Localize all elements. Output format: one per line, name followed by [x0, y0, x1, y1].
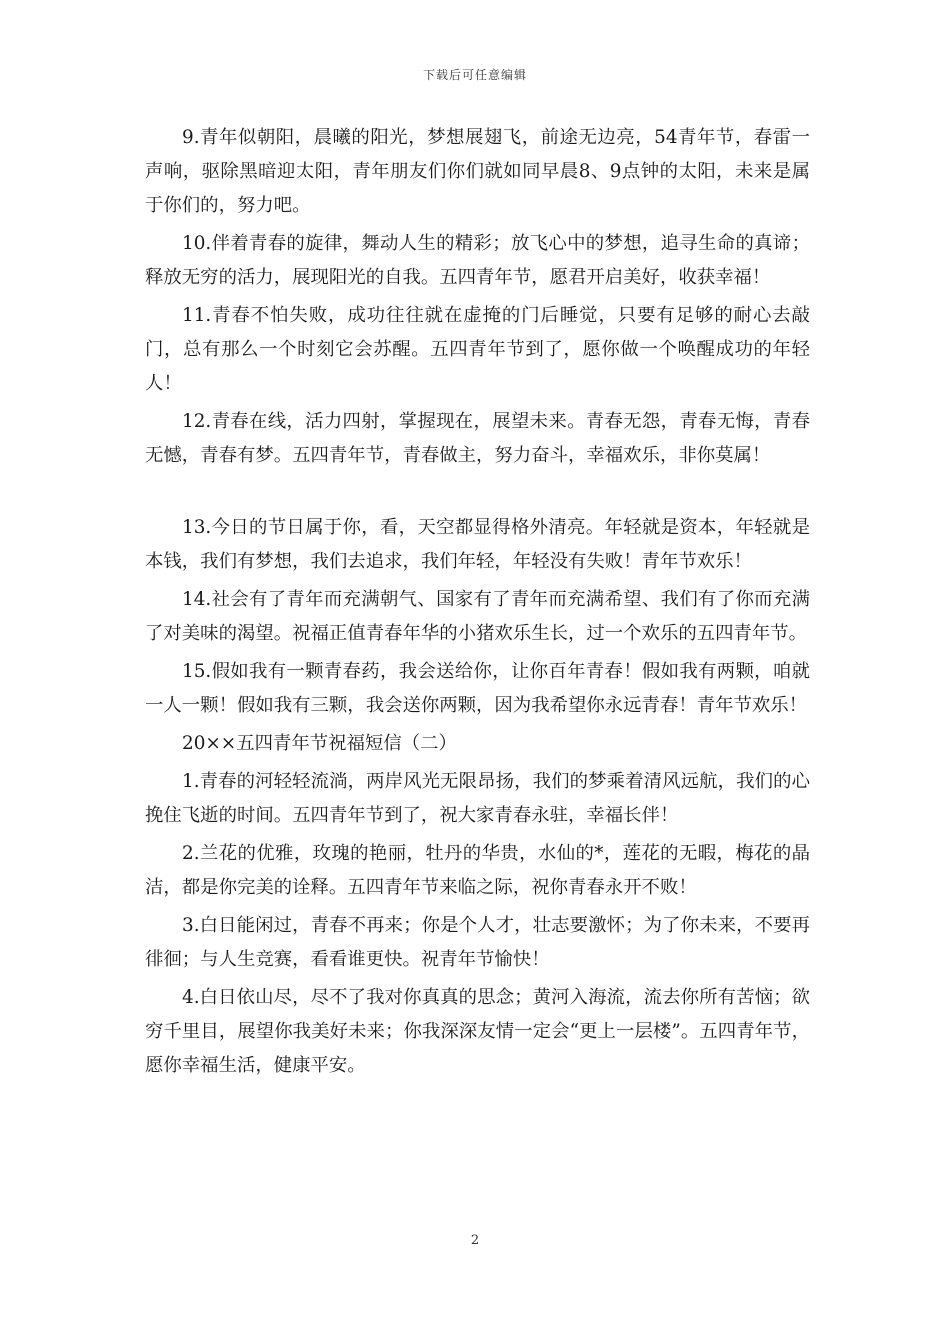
paragraph-12: 12.青春在线，活力四射，掌握现在，展望未来。青春无怨，青春无悔，青春无憾，青春有梦。五四青年节，青春做主，努力奋斗，幸福欢乐，非你莫属！ — [145, 411, 810, 466]
page-number: 2 — [470, 1233, 480, 1248]
paragraph-10: 10.伴着青春的旋律，舞动人生的精彩；放飞心中的梦想，追寻生命的真谛；释放无穷的活力，展现阳光的自我。五四青年节，愿君开启美好，收获幸福！ — [145, 233, 810, 288]
paragraph-4: 4.白日依山尽，尽不了我对你真真的思念；黄河入海流，流去你所有苦恼；欲穷千里目，展望你我美好未来；你我深深友情一定会“更上一层楼”。五四青年节，愿你幸福生活，健康平安。 — [145, 987, 810, 1076]
paragraph-2: 2.兰花的优雅，玫瑰的艳丽，牡丹的华贵，水仙的*，莲花的无暇，梅花的晶洁，都是你完美的诠释。五四青年节来临之际，祝你青春永开不败！ — [145, 843, 810, 898]
paragraph-13: 13.今日的节日属于你，看，天空都显得格外清亮。年轻就是资本，年轻就是本钱，我们有梦想，我们去追求，我们年轻，年轻没有失败！青年节欢乐！ — [145, 517, 810, 572]
document-body — [145, 121, 810, 1087]
page-header: 下载后可任意编辑 — [422, 68, 527, 82]
paragraph-1: 1.青春的河轻轻流淌，两岸风光无限昂扬，我们的梦乘着清风远航，我们的心挽住飞逝的时间。五四青年节到了，祝大家青春永驻，幸福长伴！ — [145, 771, 810, 826]
section-heading: 20××五四青年节祝福短信（二） — [182, 733, 457, 754]
paragraph-11: 11.青春不怕失败，成功往往就在虚掩的门后睡觉，只要有足够的耐心去敲门，总有那么一个时刻它会苏醒。五四青年节到了，愿你做一个唤醒成功的年轻人！ — [145, 305, 810, 394]
paragraph-9: 9.青年似朝阳，晨曦的阳光，梦想展翅飞，前途无边亮，54青年节，春雷一声响，驱除黑暗迎太阳，青年朋友们你们就如同早晨8、9点钟的太阳，未来是属于你们的，努力吧。 — [145, 127, 810, 216]
paragraph-15: 15.假如我有一颗青春药，我会送给你，让你百年青春！假如我有两颗，咱就一人一颗！假如我有三颗，我会送你两颗，因为我希望你永远青春！青年节欢乐！ — [145, 661, 810, 716]
paragraph-14: 14.社会有了青年而充满朝气、国家有了青年而充满希望、我们有了你而充满了对美味的渴望。祝福正值青春年华的小猪欢乐生长，过一个欢乐的五四青年节。 — [145, 589, 810, 644]
paragraph-3: 3.白日能闲过，青春不再来；你是个人才，壮志要激怀；为了你未来，不要再徘徊；与人生竞赛，看看谁更快。祝青年节愉快！ — [145, 915, 810, 970]
